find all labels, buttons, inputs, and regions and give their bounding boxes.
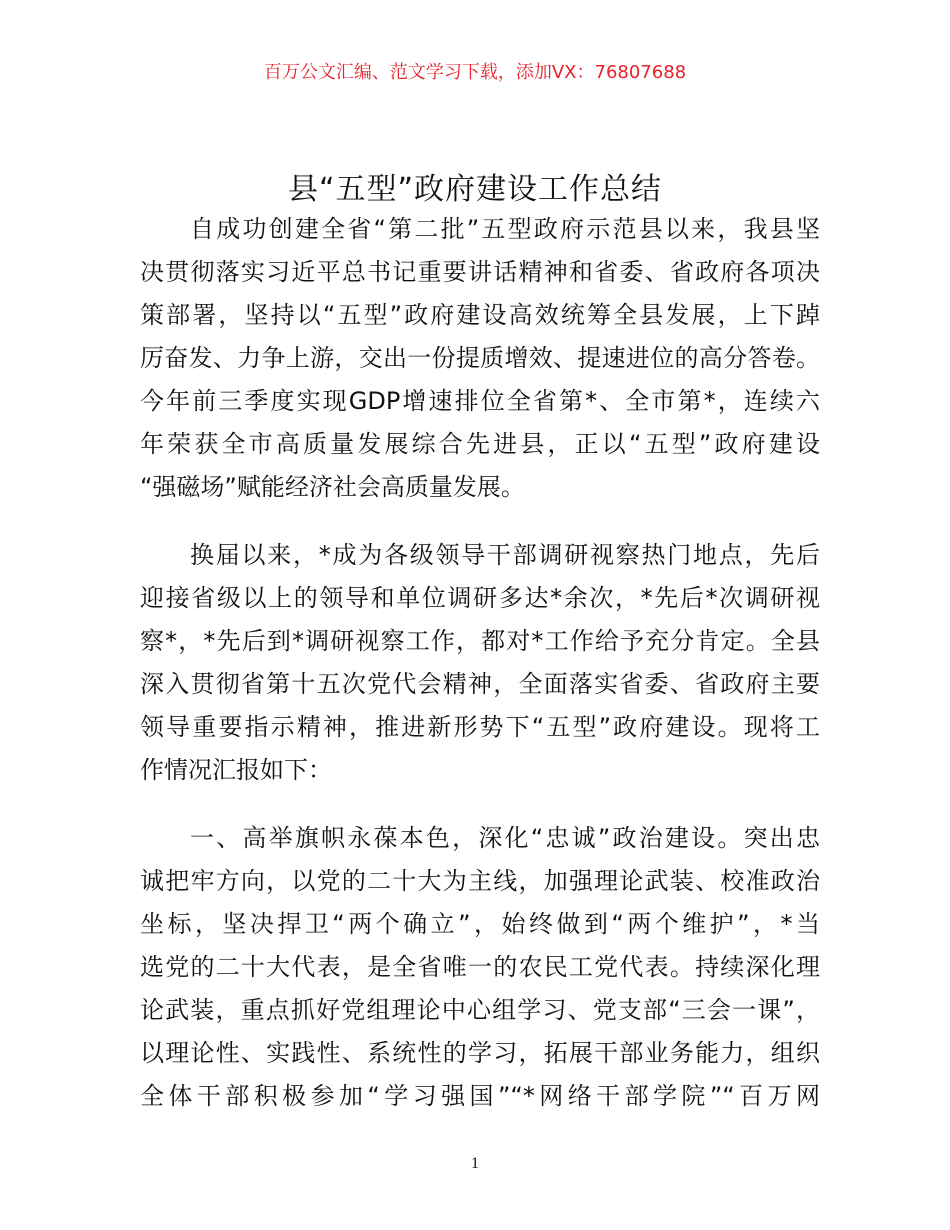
text-line: 坐标，坚决捍卫“两个确立”，始终做到“两个维护”，*当 <box>140 910 820 938</box>
text-line: 年荣获全市高质量发展综合先进县，正以“五型”政府建设 <box>140 430 820 458</box>
text-line: 深入贯彻省第十五次党代会精神，全面落实省委、省政府主要 <box>140 670 820 698</box>
text-line: 策部署，坚持以“五型”政府建设高效统筹全县发展，上下踔 <box>140 301 820 329</box>
header-banner: 百万公文汇编、范文学习下载，添加VX：76807688 <box>263 62 687 83</box>
text-line: 选党的二十大代表，是全省唯一的农民工党代表。持续深化理 <box>140 953 820 981</box>
document-title: 县“五型”政府建设工作总结 <box>287 172 663 207</box>
text-line: 自成功创建全省“第二批”五型政府示范县以来，我县坚 <box>190 215 820 243</box>
text-line: 决贯彻落实习近平总书记重要讲话精神和省委、省政府各项决 <box>140 258 820 286</box>
text-line: 厉奋发、力争上游，交出一份提质增效、提速进位的高分答卷。 <box>140 344 820 372</box>
page-number: 1 <box>471 1155 479 1172</box>
text-line: 领导重要指示精神，推进新形势下“五型”政府建设。现将工 <box>140 713 820 741</box>
text-line: 全体干部积极参加“学习强国”“*网络干部学院”“百万网 <box>140 1082 820 1110</box>
text-line: 论武装，重点抓好党组理论中心组学习、党支部“三会一课”， <box>140 996 820 1024</box>
text-line: 迎接省级以上的领导和单位调研多达*余次，*先后*次调研视 <box>140 584 820 612</box>
text-line: 作情况汇报如下： <box>140 756 332 784</box>
text-line: 换届以来，*成为各级领导干部调研视察热门地点，先后 <box>190 541 820 569</box>
text-line: 今年前三季度实现GDP增速排位全省第*、全市第*，连续六 <box>140 387 820 415</box>
text-line: 一、高举旗帜永葆本色，深化“忠诚”政治建设。突出忠 <box>190 824 820 852</box>
text-line: 以理论性、实践性、系统性的学习，拓展干部业务能力，组织 <box>140 1039 820 1067</box>
text-line: 诚把牢方向，以党的二十大为主线，加强理论武装、校准政治 <box>140 867 820 895</box>
text-line: 察*，*先后到*调研视察工作，都对*工作给予充分肯定。全县 <box>140 627 820 655</box>
text-line: “强磁场”赋能经济社会高质量发展。 <box>140 473 525 501</box>
